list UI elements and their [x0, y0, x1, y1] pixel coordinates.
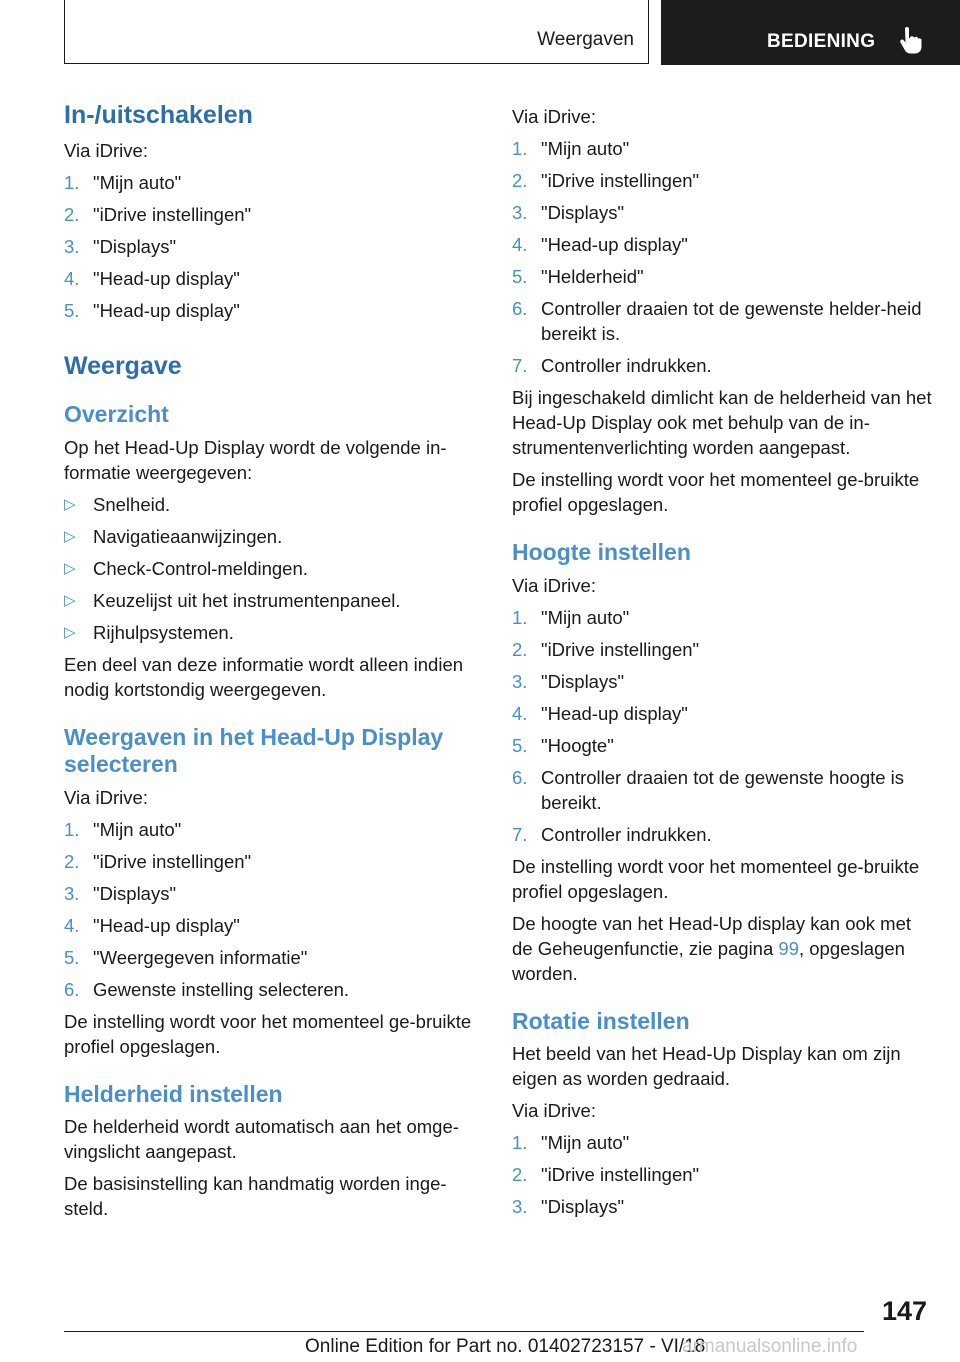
- footer-edition: Online Edition for Part no. 01402723157 - VI/18: [305, 1336, 706, 1357]
- list-item: ▷ Rijhulpsystemen.: [64, 621, 234, 643]
- list-item: 5. "Head-up display": [64, 300, 240, 321]
- brightness-text-2: De basisinstelling kan handmatig worden inge-steld.: [64, 1173, 447, 1220]
- brightness-steps: [512, 136, 932, 378]
- list-item: 4. "Head-up display": [64, 914, 240, 936]
- list-item: 2. "iDrive instellingen": [512, 1164, 700, 1186]
- height-note-2: De hoogte van het Head-Up display kan ook met de Geheugenfunctie, zie pagina 99, opgeslagen worden.: [512, 912, 912, 984]
- via-idrive-label: Via iDrive:: [64, 140, 148, 161]
- left-column: [64, 100, 484, 1228]
- list-item: 1. "Mijn auto": [512, 1132, 630, 1154]
- brightness-note-2: De instelling wordt voor het momenteel ge-bruikte profiel opgeslagen.: [512, 469, 920, 515]
- footer-divider: [64, 1331, 864, 1332]
- via-idrive-label: Via iDrive:: [512, 574, 596, 596]
- list-item: 6. Controller draaien tot de gewenste helder-heid bereikt is.: [512, 298, 922, 344]
- list-item: 7. Controller indrukken.: [512, 355, 712, 376]
- list-item: 6. Gewenste instelling selecteren.: [64, 978, 350, 1000]
- list-item: 2. "iDrive instellingen": [64, 204, 252, 225]
- brightness-text-1: De helderheid wordt automatisch aan het omge-vingslicht aangepast.: [64, 1116, 459, 1163]
- subheading-select-display: Weergaven in het Head-Up Display selecteren: [64, 723, 444, 778]
- list-item: 2. "iDrive instellingen": [512, 638, 700, 660]
- list-item: 1. "Mijn auto": [64, 172, 182, 193]
- select-note: De instelling wordt voor het momenteel ge-bruikte profiel opgeslagen.: [64, 1010, 472, 1057]
- list-item: ▷ Check-Control-meldingen.: [64, 557, 308, 579]
- subheading-height: Hoogte instellen: [512, 539, 691, 565]
- list-item: 3. "Displays": [64, 882, 177, 904]
- via-idrive-label: Via iDrive:: [512, 106, 596, 127]
- page-link[interactable]: 99: [778, 937, 799, 959]
- section-heading-weergave: Weergave: [64, 352, 182, 380]
- rotation-steps: [512, 1130, 932, 1219]
- page-number: 147: [881, 1296, 927, 1326]
- rotation-text: Het beeld van het Head-Up Display kan om zijn eigen as worden gedraaid.: [512, 1043, 901, 1090]
- list-item: ▷ Snelheid.: [64, 493, 171, 515]
- height-steps: [512, 605, 932, 847]
- via-idrive-label: Via iDrive:: [512, 1100, 596, 1122]
- list-item: 3. "Displays": [512, 670, 625, 692]
- header-section-title: Weergaven: [537, 29, 634, 50]
- list-item: ▷ Navigatieaanwijzingen.: [64, 525, 283, 547]
- pointing-hand-icon: [899, 27, 923, 55]
- list-item: 2. "iDrive instellingen": [512, 170, 700, 191]
- list-item: 1. "Mijn auto": [512, 606, 630, 628]
- list-item: 4. "Head-up display": [64, 268, 240, 289]
- list-item: ▷ Keuzelijst uit het instrumentenpaneel.: [64, 589, 401, 611]
- list-item: 1. "Mijn auto": [512, 138, 630, 159]
- list-item: 4. "Head-up display": [512, 234, 688, 255]
- height-note-1: De instelling wordt voor het momenteel ge-bruikte profiel opgeslagen.: [512, 855, 920, 902]
- list-item: 5. "Helderheid": [512, 266, 644, 287]
- list-item: 3. "Displays": [64, 236, 177, 257]
- list-item: 3. "Displays": [512, 1196, 625, 1218]
- header-section-box: [64, 0, 649, 64]
- list-item: 6. Controller draaien tot de gewenste hoogte is bereikt.: [512, 766, 905, 813]
- list-item: 2. "iDrive instellingen": [64, 850, 252, 872]
- list-item: 5. "Weergegeven informatie": [64, 946, 308, 968]
- list-item: 4. "Head-up display": [512, 702, 688, 724]
- subheading-brightness: Helderheid instellen: [64, 1080, 283, 1107]
- onoff-steps: [64, 170, 484, 323]
- overzicht-note: Een deel van deze informatie wordt alleen indien nodig kortstondig weergegeven.: [64, 653, 464, 700]
- overzicht-text: Op het Head-Up Display wordt de volgende in-formatie weergegeven:: [64, 436, 447, 483]
- list-item: 5. "Hoogte": [512, 734, 614, 756]
- list-item: 1. "Mijn auto": [64, 818, 182, 840]
- section-heading-onoff: In-/uitschakelen: [64, 101, 253, 129]
- via-idrive-label: Via iDrive:: [64, 786, 148, 808]
- list-item: 3. "Displays": [512, 202, 625, 223]
- right-column: [512, 104, 932, 1226]
- overzicht-list: [64, 492, 484, 645]
- select-steps: [64, 817, 484, 1002]
- watermark: armanualsonline.info: [682, 1336, 858, 1357]
- brightness-note-1: Bij ingeschakeld dimlicht kan de helderheid van het Head-Up Display ook met behulp van de in-strumentenverlichting worden aangepast.: [512, 387, 932, 458]
- subheading-rotation: Rotatie instellen: [512, 1007, 690, 1034]
- header-chapter-title: BEDIENING: [767, 31, 876, 52]
- list-item: 7. Controller indrukken.: [512, 823, 712, 845]
- subheading-overzicht: Overzicht: [64, 401, 169, 427]
- header-chapter-box: [661, 0, 960, 65]
